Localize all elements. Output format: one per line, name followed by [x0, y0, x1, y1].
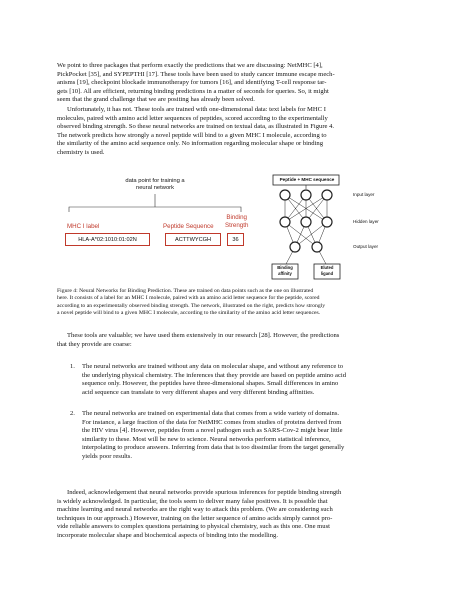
text-line: techniques in our approach.) However, training on the letter sequence of amino acids simply cannot pro-	[57, 514, 333, 522]
text-line: yields poor results.	[82, 452, 132, 460]
mhc-label-heading: MHC I label	[67, 223, 100, 230]
text-line: the similarity of the amino acid sequence only. No information regarding molecular shape or binding	[57, 140, 323, 148]
nn-node	[322, 190, 332, 200]
caption-line: Figure 4: Neural Networks for Binding Prediction. These are trained on data points such as the one on illustrated	[57, 288, 314, 294]
text-line: molecules, paired with amino acid letter sequences of peptides, scored according to the experimentally	[57, 114, 328, 122]
text-line: anisms [19], checkpoint blockade immunotherapy for tumors [16], and identifying T-cell response tar-	[57, 79, 327, 87]
text-line: the HIV virus [4]. However, peptides from a novel pathogen such as SARS-Cov-2 might bear little	[82, 427, 343, 435]
output-label-line: ligand	[320, 270, 334, 276]
text-line: PickPocket [35], and SYPEPTHI [17]. These tools have been used to study cancer immune escape mech-	[57, 70, 335, 78]
list-number: 1.	[70, 363, 75, 370]
text-line: The neural networks are trained on experimental data that comes from a wide variety of domains.	[82, 410, 340, 417]
nn-node	[290, 242, 300, 252]
binding-value-box: 36	[227, 233, 244, 246]
peptide-heading: Peptide Sequence	[163, 223, 214, 230]
binding-heading-line: Binding	[226, 214, 248, 221]
binding-heading-line: Strength	[225, 221, 249, 229]
output-layer-label: Output layer	[353, 244, 379, 249]
text-line: Unfortunately, it has not. These tools are trained with one-dimensional data: text labels for MHC I	[67, 106, 326, 113]
paragraph-3	[57, 332, 413, 349]
list-text	[82, 410, 413, 462]
output-label-line: affinity	[278, 270, 292, 276]
text-line: These tools are valuable; we have used them extensively in our research [28]. However, the predictions	[67, 332, 340, 339]
figure-4	[57, 174, 413, 286]
text-line: For instance, a large fraction of the data for NetMHC comes from studies of proteins derived from	[82, 418, 342, 426]
nn-node	[301, 217, 311, 227]
text-line: The network predicts how strongly a novel peptide will bind to a given MHC I molecule, according to	[57, 131, 327, 139]
nn-node	[280, 190, 290, 200]
figure-caption	[57, 288, 413, 318]
text-line: sequence only. However, the peptides have three-dimensional shapes. Small differences in amino	[82, 380, 339, 388]
nn-node	[301, 190, 311, 200]
nn-node	[322, 217, 332, 227]
output-label-line: Eluted	[320, 265, 334, 270]
text-line: The neural networks are trained without any data on molecular shape, and without any reference to	[82, 363, 344, 370]
text-line: incorporate molecular shape and biochemical aspects of binding into the modelling.	[57, 531, 279, 539]
paragraph-4	[57, 489, 413, 541]
output-label-line: Binding	[277, 265, 293, 270]
text-line: chemistry is used.	[57, 148, 105, 156]
text-line: gets [10]. All are efficient, returning binding predictions in a matter of seconds for queries. So, it might	[57, 87, 329, 95]
paragraph-1	[57, 62, 413, 105]
mhc-value-box: HLA-A*02:1010:01:02N	[65, 233, 150, 246]
nn-title: Peptide + MHC sequence	[279, 177, 335, 182]
text-line: observed binding strength. So these neural networks are trained on textual data, as illustrated in Figure 4.	[57, 123, 335, 131]
annotation-line: neural network	[135, 185, 175, 191]
nn-node	[280, 217, 290, 227]
text-line: similarity to these. Most will be new to science. Neural networks perform statistical inference,	[82, 435, 331, 443]
text-line: vide reliable answers to complex questions pertaining to physical chemistry, such as this one. One must	[57, 523, 330, 531]
text-line: Indeed, acknowledgement that neural networks provide spurious inferences for peptide binding strength	[67, 489, 342, 496]
text-line: seem that the grand challenge that we are positing has already been solved.	[57, 96, 255, 104]
eluted-ligand-label	[314, 265, 340, 276]
text-line: interpolating to produce answers. Inferring from data that is too dissimilar from the target generally	[82, 444, 345, 452]
paragraph-2	[57, 106, 413, 158]
hidden-layer-label: Hidden layer	[353, 219, 379, 224]
peptide-value-box: ACTTWYCGH	[165, 233, 221, 246]
nn-node	[312, 242, 322, 252]
annotation-bracket	[57, 174, 257, 286]
annotation-line: data point for training a	[125, 178, 185, 184]
text-line: is widely acknowledged. In particular, the tools seem to deliver many false positives. It is possible that	[57, 497, 328, 505]
text-line: machine learning and neural networks are the right way to attack this problem. (We are considering such	[57, 506, 333, 514]
input-layer-label: Input layer	[353, 192, 375, 197]
binding-affinity-label	[272, 265, 298, 276]
caption-line: according to an experimentally observed binding strength. The network, illustrated on the right, predicts how strongly	[57, 302, 326, 309]
caption-line: a novel peptide will bind to a given MHC I molecule, according to the similarity of the amino acid letter sequences.	[57, 310, 321, 317]
caption-line: here. It consists of a label for an MHC I molecule, paired with an amino acid letter sequence for the peptide, scored	[57, 295, 320, 302]
text-line: that they provide are coarse:	[57, 340, 132, 348]
text-line: acid sequence can translate to very different shapes and very different binding affinities.	[82, 388, 315, 396]
list-number: 2.	[70, 410, 75, 417]
text-line: the underlying physical chemistry. The inferences that they provide are based on peptide amino acid	[82, 371, 347, 379]
text-line: We point to three packages that perform exactly the predictions that we are discussing: NetMHC [4],	[57, 62, 323, 69]
list-text	[82, 363, 413, 397]
binding-heading	[225, 214, 248, 229]
